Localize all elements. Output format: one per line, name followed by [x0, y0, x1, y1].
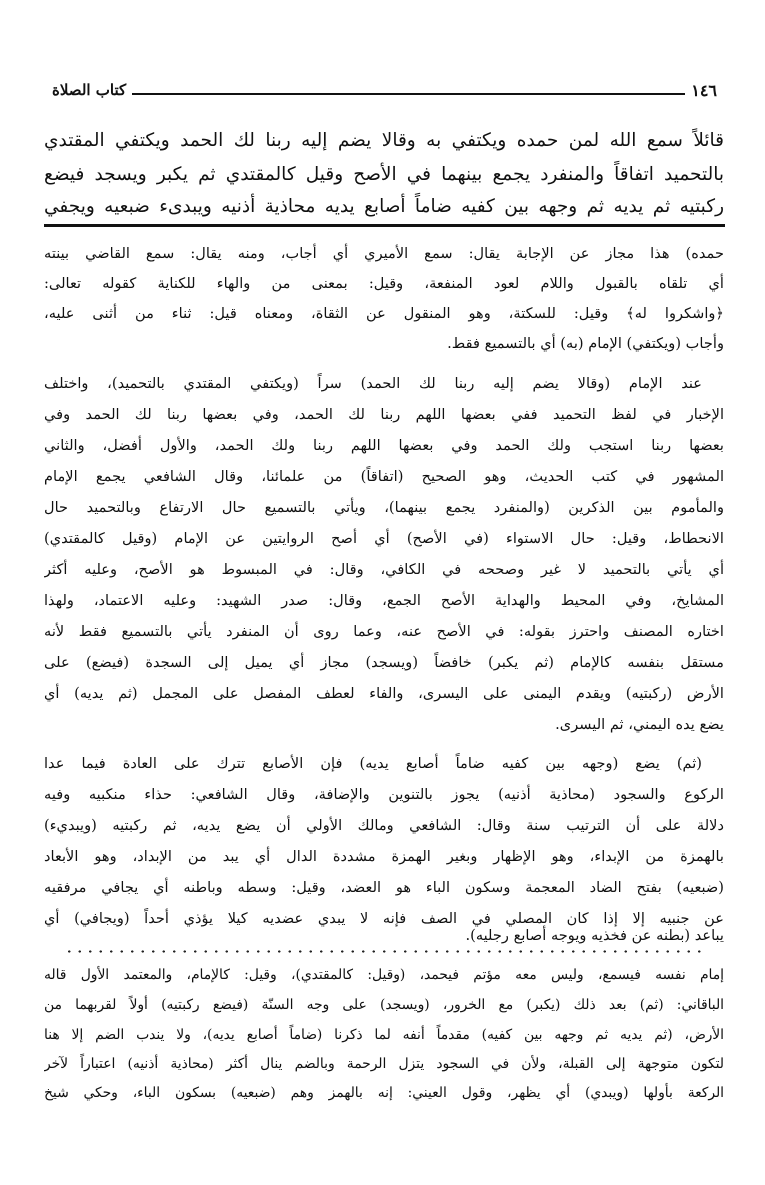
footnote-line: لتكون متوجهة إلى القبلة، ولأن في السجود يتزل الرحمة وبالضم ينال أكثر (محاذية أذنيه) اعتباراً لآخر	[44, 1056, 724, 1072]
footnote-line: إمام نفسه فيسمع، وليس معه مؤتم فيحمد، (وقيل: كالمقتدي)، وقيل: كالإمام، والمعتمد الأول قاله	[44, 967, 724, 983]
footnote-line: الأرض، (ثم يديه ثم وجهه بين كفيه) مقدماً أنفه لما ذكرنا (ضاماً أصابع يديه)، ولا يندب الضم إلا هنا	[44, 1027, 724, 1043]
commentary-line: الإخبار في لفظ التحميد ففي بعضها اللهم ربنا لك الحمد، وفي بعضها ربنا لك الحمد وفي	[44, 406, 724, 423]
page-number: ١٤٦	[691, 80, 717, 100]
footnote-line: الركعة بأولها (ويبدي) أي يظهر، وقول العيني: إنه بالهمز وهم (ضبعيه) بسكون الباء، وحكي شيخ	[44, 1085, 724, 1101]
commentary-line: والمأموم بين الذكرين (والمنفرد يجمع بينهما)، ويأتي بالتسميع حال الارتفاع وبالتحميد حال	[44, 499, 724, 516]
commentary-line: عند الإمام (وقالا يضم إليه ربنا لك الحمد) سراً (ويكتفي المقتدي بالتحميد)، واختلف	[44, 375, 702, 392]
commentary-line: يباعد (بطنه عن فخذيه ويوجه أصابع رجليه).	[465, 927, 724, 944]
commentary-line: بالهمزة من الإبداء، وهو الإظهار وبغير الهمزة مشددة الدال أي يبد من الإبداد، وهو الأبعاد	[44, 848, 724, 865]
matn-separator-rule	[44, 224, 725, 227]
running-header	[52, 78, 717, 102]
commentary-line: (ضبعيه) بفتح الضاد المعجمة وسكون الباء هو العضد، وقيل: وسطه وباطنه أي يجافي مرفقيه	[44, 879, 724, 896]
commentary-line: المشهور في كتب الحديث، وهو الصحيح (اتفاقاً) من علمائنا، وقال الشافعي يجمع الإمام	[44, 468, 724, 485]
commentary-line: ﴿واشكروا له﴾ وقيل: للسكتة، وهو المنقول عن الثقاة، ومعناه قيل: ثناء من أثنى عليه،	[44, 305, 724, 322]
commentary-line: بعضها ربنا استجب ولك الحمد وفي بعضها اللهم ربنا ولك الحمد، والأول أفضل، والثاني	[44, 437, 724, 454]
commentary-line: (ثم) يضع (وجهه بين كفيه ضاماً أصابع يديه) فإن الأصابع تترك على العادة فيما عدا	[44, 755, 702, 772]
commentary-line: يضع يده اليمني، ثم اليسرى.	[555, 716, 724, 733]
commentary-line: أي تلقاه بالقبول واللام لعود المنفعة، وقيل: بمعنى من والهاء للكناية كقوله تعالى:	[44, 275, 724, 292]
commentary-line: دلالة على أن الترتيب سنة وقال: الشافعي ومالك الأولي أن يضع يديه، ثم ركبتيه (ويبديء)	[44, 817, 724, 834]
commentary-line: المشايخ، وفي المحيط والهداية الأصح الجمع، وقال: صدر الشهيد: وعليه الاعتماد، ولهذا	[44, 592, 724, 609]
book-title: كتاب الصلاة	[52, 81, 127, 99]
commentary-line: وأجاب (ويكتفي) الإمام (به) أي بالتسميع فقط.	[447, 335, 724, 352]
commentary-line: أي يأتي بالتحميد لا غير وصححه في الكافي، وقال: في المبسوط هو الأصح، وعليه أكثر	[44, 561, 724, 578]
commentary-line: اختاره المصنف واحترز بقوله: في الأصح عنه، وعما روى أن المنفرد يأتي بالتسميع فقط لأنه	[44, 623, 724, 640]
commentary-line: حمده) هذا مجاز عن الإجابة يقال: سمع الأميري أي أجاب، ومنه يقال: سمع القاضي بينته	[44, 245, 724, 262]
commentary-line: الأرض (ركبتيه) ويقدم اليمنى على اليسرى، والفاء لعطف المفصل على المجمل (ثم يديه) أي	[44, 685, 724, 702]
commentary-line: الركوع والسجود (محاذية أذنيه) يجوز بالتنوين والإضافة، وقال الشافعي: حذاء منكبيه وفيه	[44, 786, 724, 803]
header-rule	[132, 93, 685, 95]
footnote-line: الباقاني: (ثم) بعد ذلك (يكبر) مع الخرور، (ويسجد) على وجه السنّة (فيضع ركبتيه) أولاً لقربهما من	[44, 997, 724, 1013]
matn-line: قائلاً سمع الله لمن حمده ويكتفي به وقالا يضم إليه ربنا لك الحمد ويكتفي المقتدي	[44, 130, 724, 151]
commentary-line: مستقل بنفسه كالإمام (ثم يكبر) خافضاً (ويسجد) مجاز أي يميل إلى السجدة (فيضع) على	[44, 654, 724, 671]
matn-line: بالتحميد اتفاقاً والمنفرد يجمع بينهما في الأصح وقيل كالمقتدي ثم يكبر ويسجد فيضع	[44, 164, 724, 185]
footnote-separator-dots	[64, 950, 704, 953]
commentary-line: عن جنبيه إلا إذا كان المصلي في الصف فإنه لا يبدي عضديه كيلا يؤذي أحداً (ويجافي) أي	[44, 910, 724, 927]
matn-line: ركبتيه ثم يديه ثم وجهه بين كفيه ضاماً أصابع يديه محاذية أذنيه ويبدىء ضبعيه ويجفي	[44, 196, 724, 217]
commentary-line: الانحطاط، وقيل: حال الاستواء (في الأصح) أي أصح الروايتين عن الإمام (وقيل كالمقتدي)	[44, 530, 724, 547]
